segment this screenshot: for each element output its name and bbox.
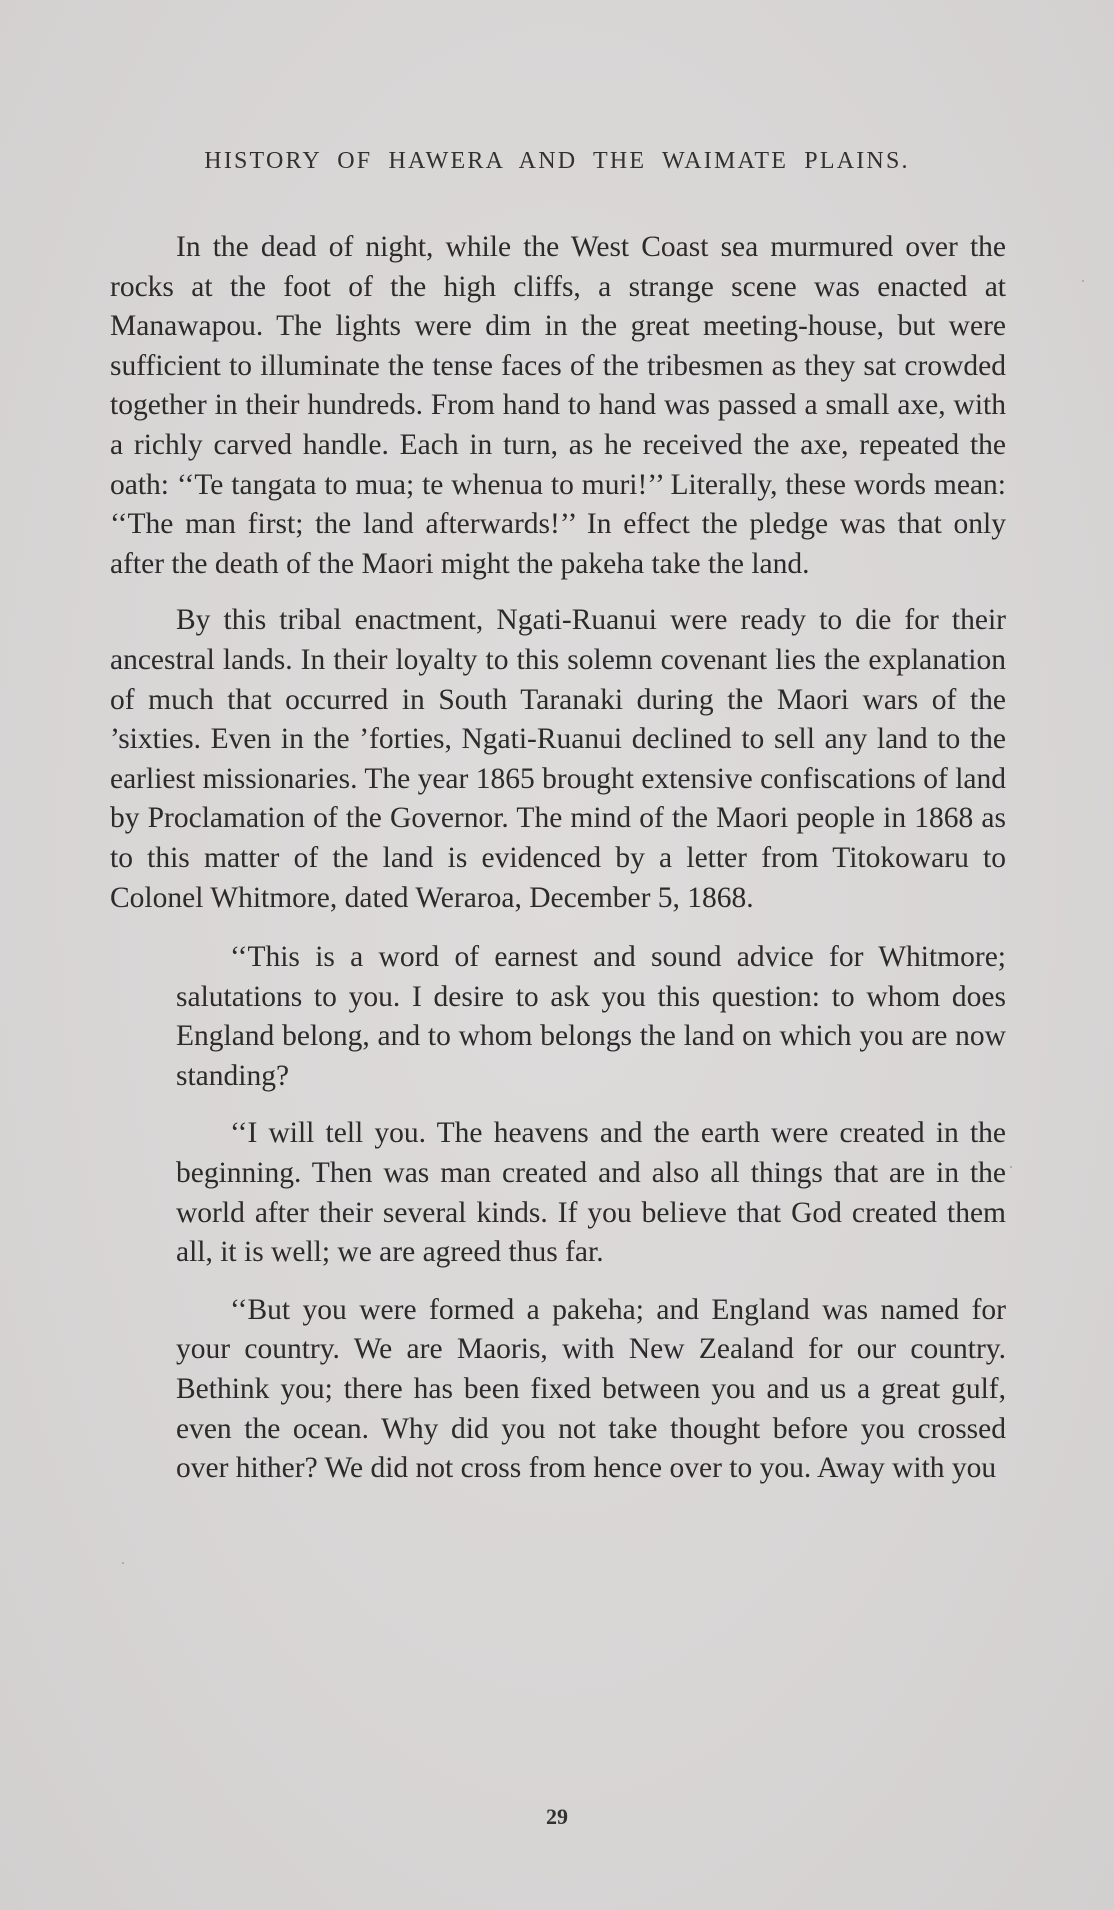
quote-creation: ‘‘I will tell you. The heavens and the earth were created in the beginning. Then was man created and also all things that are in the world after their several kinds. If you believe that God created them all, it is well; we are agreed thus far.: [176, 1117, 1006, 1269]
paper-speck: [122, 1562, 124, 1564]
quote-letter-opening: ‘‘This is a word of earnest and sound advice for Whitmore; salutations to you. I desire to ask you this question: to whom does England belong, and to whom belongs the land on which you are now standing?: [176, 941, 1006, 1092]
paragraph-oath: In the dead of night, while the West Coast sea murmured over the rocks at the foot of the high cliffs, a strange scene was enacted at Manawapou. The lights were dim in the great meeting-house, but were sufficient to illuminate the tense faces of the tribesmen as they sat crowded together in their hundreds. From hand to hand was passed a small axe, with a richly carved handle. Each in turn, as he received the axe, repeated the oath: ‘‘Te tangata to mua; te whenua to muri!’’ Literally, these words mean: ‘‘The man first; the land afterwards!’’ In effect the pledge was that only after the death of the Maori might the pakeha take the land.: [110, 231, 1006, 580]
paper-speck: [1082, 280, 1084, 282]
page-number: 29: [546, 1804, 568, 1829]
quote-great-gulf: ‘‘But you were formed a pakeha; and England was named for your country. We are Maoris, with New Zealand for our country. Bethink you; there has been fixed between you and us a great gulf, even the ocean. Why did you not take thought before you crossed over hither? We did not cross from hence over to you. Away with you: [176, 1293, 1006, 1485]
running-head: HISTORY OF HAWERA AND THE WAIMATE PLAINS.: [204, 148, 910, 174]
body-text: [110, 228, 1006, 1489]
paragraph-enactment: By this tribal enactment, Ngati-Ruanui were ready to die for their ancestral lands. In their loyalty to this solemn covenant lies the explanation of much that occurred in South Taranaki during the Maori wars of the ’sixties. Even in the ’forties, Ngati-Ruanui declined to sell any land to the earliest missionaries. The year 1865 brought extensive confiscations of land by Proclamation of the Governor. The mind of the Maori people in 1868 as to this matter of the land is evidenced by a letter from Titokowaru to Colonel Whitmore, dated Weraroa, December 5, 1868.: [110, 604, 1006, 914]
paper-speck: [1010, 1166, 1012, 1168]
